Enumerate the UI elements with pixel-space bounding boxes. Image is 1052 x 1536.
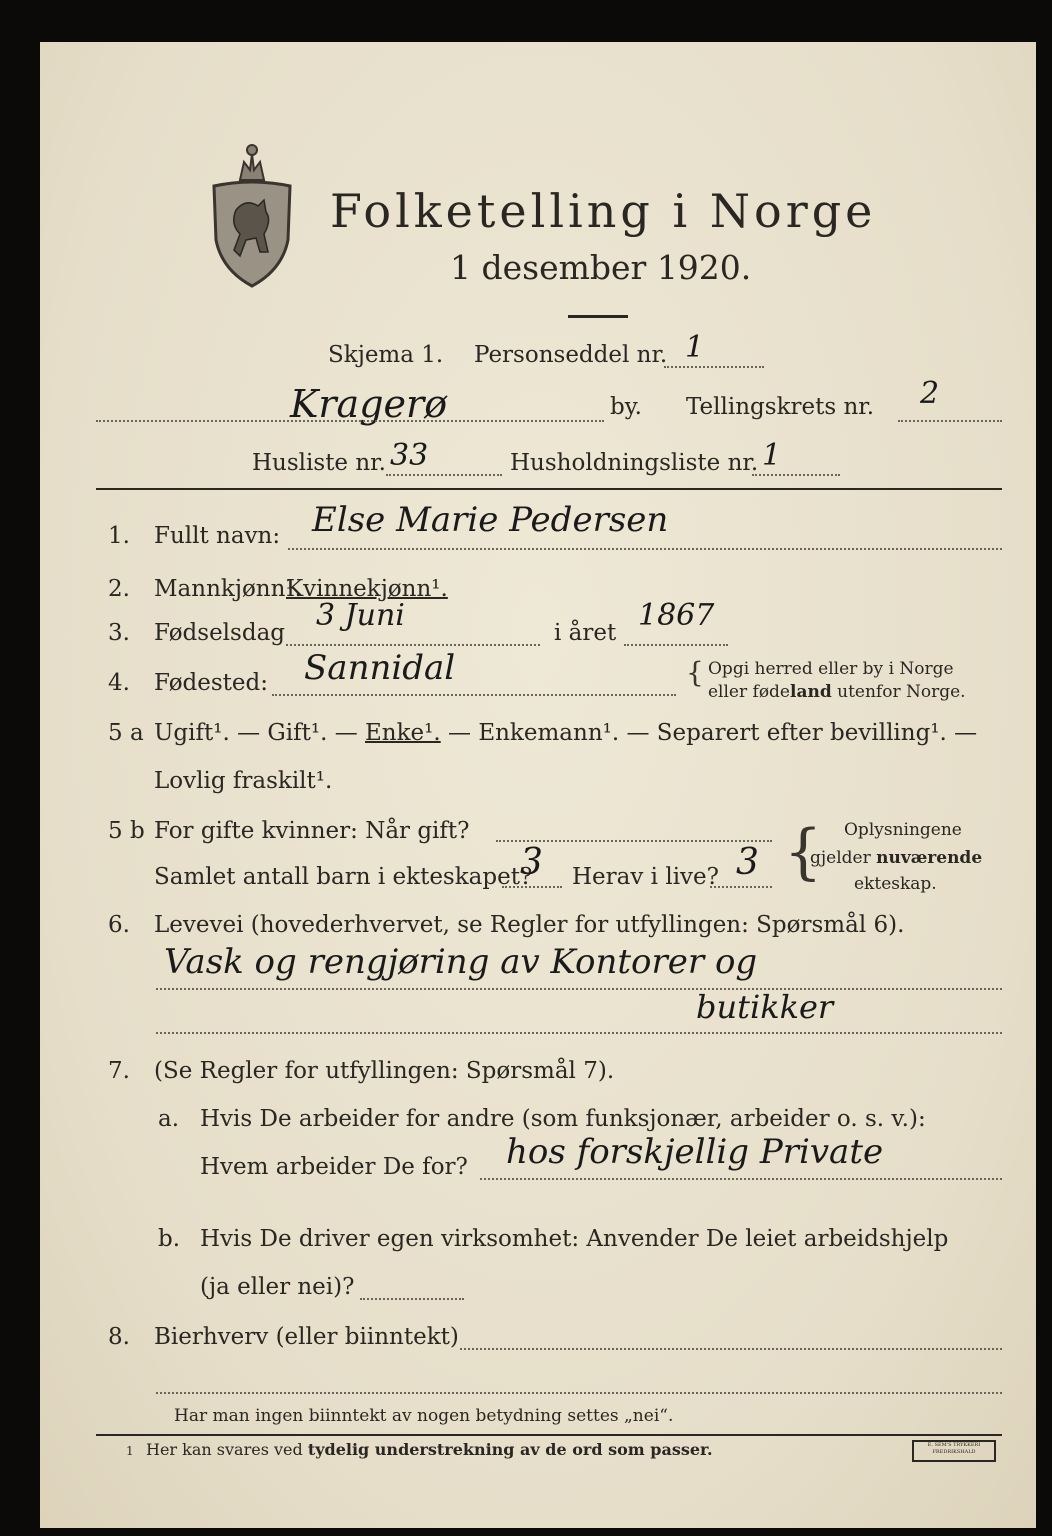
census-date: 1 desember 1920.: [450, 248, 752, 287]
full-name-value[interactable]: Else Marie Pedersen: [312, 500, 669, 540]
q3-label: Fødselsdag: [154, 620, 286, 646]
footnote-text-a: Her kan svares ved: [146, 1440, 308, 1459]
q5b-note2-b: nuværende: [876, 848, 983, 868]
children-alive-value[interactable]: 3: [736, 842, 759, 883]
q7a-text: Hvis De arbeider for andre (som funksjonær, arbeider o. s. v.):: [200, 1106, 926, 1132]
sep-5: —: [954, 720, 978, 746]
personseddel-line: [664, 366, 764, 368]
q7b-letter: b.: [158, 1226, 181, 1252]
title-divider: [568, 315, 628, 318]
footnote-rule: [96, 1434, 1002, 1436]
q7-label: (Se Regler for utfyllingen: Spørsmål 7).: [154, 1058, 615, 1084]
birthplace-line: [272, 694, 676, 696]
footnote-text-b: tydelig understrekning av de ord som passer.: [307, 1440, 713, 1459]
q1-label: Fullt navn:: [154, 523, 281, 549]
q5b-brace: {: [784, 817, 823, 887]
side-income-line1: [460, 1348, 1002, 1350]
birth-day-value[interactable]: 3 Juni: [316, 598, 405, 633]
q7a-letter: a.: [158, 1106, 180, 1132]
q3-number: 3.: [108, 620, 130, 646]
occupation-line2: [156, 1032, 1002, 1034]
birth-year-line: [624, 644, 728, 646]
q4-number: 4.: [108, 670, 130, 696]
q4-note-part-a: eller føde: [708, 682, 790, 702]
q1-number: 1.: [108, 523, 130, 549]
q4-note-line2: [708, 682, 966, 702]
tellingskrets-line: [898, 420, 1002, 422]
occupation-value-line1[interactable]: Vask og rengjøring av Kontorer og: [164, 942, 758, 982]
gender-male-option[interactable]: Mannkjønn¹.: [154, 576, 302, 602]
q2-number: 2.: [108, 576, 130, 602]
q5b-live-label: Herav i live?: [572, 864, 719, 890]
side-income-note: Har man ingen biinntekt av nogen betydning settes „nei“.: [174, 1406, 674, 1426]
status-gift[interactable]: Gift¹.: [267, 720, 328, 746]
q7a-question: Hvem arbeider De for?: [200, 1154, 468, 1180]
husliste-line: [386, 474, 502, 476]
status-fraskilt[interactable]: Lovlig fraskilt¹.: [154, 768, 333, 794]
q8-label: Bierhverv (eller biinntekt): [154, 1324, 459, 1350]
q7b-question: (ja eller nei)?: [200, 1274, 355, 1300]
q6-number: 6.: [108, 912, 130, 938]
q5b-note2: [810, 848, 982, 868]
q8-number: 8.: [108, 1324, 130, 1350]
side-income-line2: [156, 1392, 1002, 1394]
occupation-value-line2[interactable]: butikker: [696, 988, 834, 1026]
q5a-number: 5 a: [108, 720, 144, 746]
q5b-number: 5 b: [108, 818, 145, 844]
skjema-label: Skjema 1.: [328, 342, 444, 368]
status-enkemann[interactable]: Enkemann¹.: [478, 720, 620, 746]
hired-help-line: [360, 1298, 464, 1300]
q5b-note3: ekteskap.: [854, 874, 937, 894]
occupation-line1: [156, 988, 1002, 990]
birthplace-value[interactable]: Sannidal: [304, 648, 456, 688]
by-label: by.: [610, 394, 642, 420]
sep-1: —: [237, 720, 261, 746]
page-title: Folketelling i Norge: [330, 184, 877, 238]
children-total-value[interactable]: 3: [520, 842, 543, 883]
q7b-text: Hvis De driver egen virksomhet: Anvender De leiet arbeidshjelp: [200, 1226, 949, 1252]
q4-note-part-b: land: [790, 682, 832, 702]
husholdning-line: [752, 474, 840, 476]
husholdning-label: Husholdningsliste nr.: [510, 450, 759, 476]
q6-label: Levevei (hovederhvervet, se Regler for utfyllingen: Spørsmål 6).: [154, 912, 905, 938]
gender-female-option[interactable]: Kvinnekjønn¹.: [286, 576, 448, 602]
personseddel-value[interactable]: 1: [685, 330, 705, 365]
birth-day-line: [286, 644, 540, 646]
husliste-value[interactable]: 33: [390, 438, 429, 473]
q4-note-line1: Opgi herred eller by i Norge: [708, 659, 954, 679]
q5b-note2-a: gjelder: [810, 848, 877, 868]
q4-label: Fødested:: [154, 670, 269, 696]
status-ugift[interactable]: Ugift¹.: [154, 720, 230, 746]
q3-year-label: i året: [554, 620, 617, 646]
footnote-text: [146, 1440, 713, 1459]
marital-status-options: [154, 720, 977, 746]
employer-value[interactable]: hos forskjellig Private: [506, 1132, 884, 1172]
census-form: [40, 42, 1036, 1528]
q5b-note1: Oplysningene: [844, 820, 962, 840]
employer-line: [480, 1178, 1002, 1180]
q5b-label2: Samlet antall barn i ekteskapet?: [154, 864, 533, 890]
q5b-label1: For gifte kvinner: Når gift?: [154, 818, 470, 844]
tellingskrets-value[interactable]: 2: [920, 376, 940, 411]
birth-year-value[interactable]: 1867: [638, 598, 715, 633]
sep-2: —: [334, 720, 358, 746]
full-name-line: [288, 548, 1002, 550]
children-alive-line: [710, 886, 772, 888]
status-enke[interactable]: Enke¹.: [365, 720, 441, 746]
tellingskrets-label: Tellingskrets nr.: [686, 394, 875, 420]
q4-brace: {: [686, 656, 704, 689]
husliste-label: Husliste nr.: [252, 450, 386, 476]
header-rule: [96, 488, 1002, 490]
status-separert[interactable]: Separert efter bevilling¹.: [656, 720, 947, 746]
by-value[interactable]: Kragerø: [290, 382, 448, 426]
by-line: [96, 420, 604, 422]
personseddel-label: Personseddel nr.: [474, 342, 668, 368]
printer-mark: E. SEM'S TRYKKERI FREDRIKSHALD: [912, 1440, 996, 1462]
q4-note-part-c: utenfor Norge.: [831, 682, 966, 702]
coat-of-arms-icon: [206, 140, 298, 288]
husholdning-value[interactable]: 1: [762, 438, 782, 473]
footnote-marker: 1: [126, 1444, 134, 1458]
sep-4: —: [626, 720, 650, 746]
sep-3: —: [448, 720, 472, 746]
q7-number: 7.: [108, 1058, 130, 1084]
children-total-line: [502, 886, 562, 888]
